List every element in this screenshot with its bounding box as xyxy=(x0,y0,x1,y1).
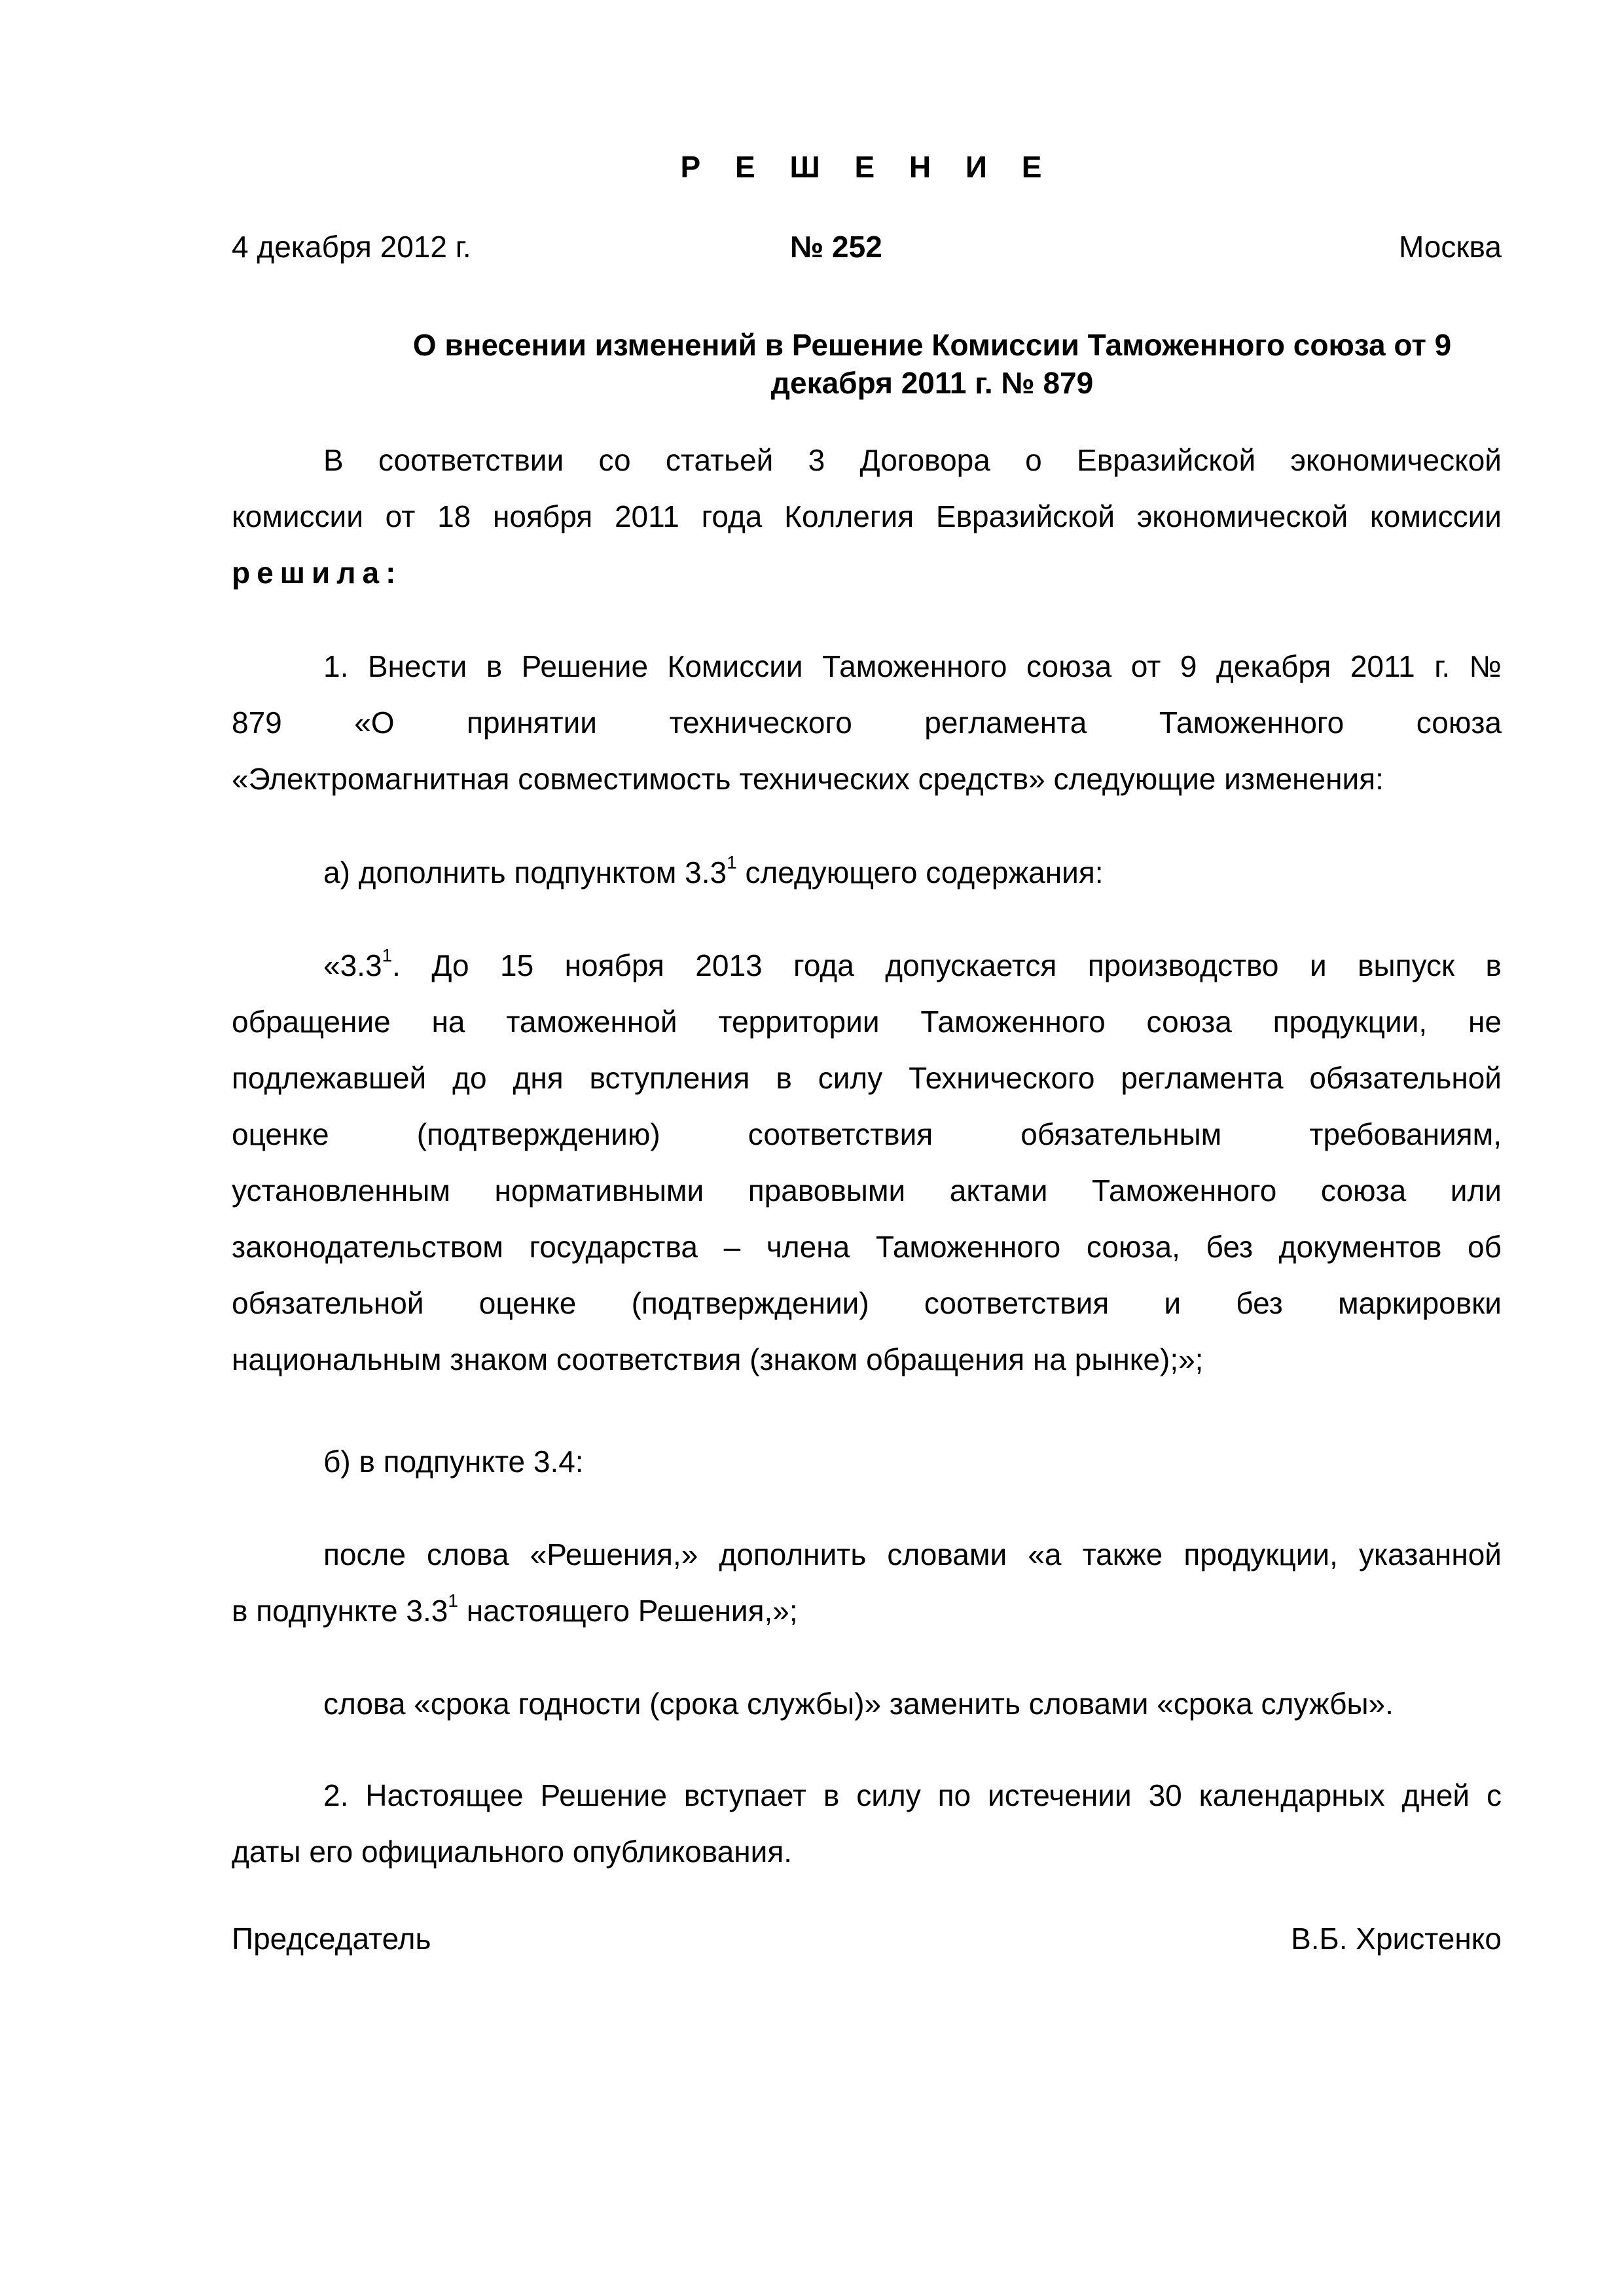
item-b1-paragraph xyxy=(232,1526,1502,1639)
quote-line-6: законодательством государства – члена Таможенного союза, без документов об xyxy=(232,1230,1502,1264)
signature-name: В.Б. Христенко xyxy=(1291,1922,1502,1956)
document-title: Р Е Ш Е Н И Е xyxy=(680,150,1055,184)
document-meta xyxy=(232,229,1502,268)
preamble-paragraph xyxy=(232,432,1502,601)
item-1-line-3: «Электромагнитная совместимость технических средств» следующие изменения: xyxy=(232,762,1384,796)
quote-line-8: национальным знаком соответствия (знаком обращения на рынке);»; xyxy=(232,1342,1204,1376)
quote-line-1-sup: 1 xyxy=(382,944,393,965)
preamble-line-1: В соответствии со статьей 3 Договора о Евразийской экономической xyxy=(323,443,1502,477)
item-b2-line: слова «срока годности (срока службы)» заменить словами «срока службы». xyxy=(323,1687,1394,1721)
quote-line-1 xyxy=(232,937,1502,994)
item-b2-paragraph xyxy=(232,1676,1502,1732)
quote-line-4: оценке (подтверждению) соответствия обязательным требованиям, xyxy=(232,1117,1502,1151)
item-b-line: б) в подпункте 3.4: xyxy=(323,1444,584,1479)
item-a-paragraph xyxy=(232,844,1502,901)
heading-line-1: О внесении изменений в Решение Комиссии Таможенного союза от 9 xyxy=(412,328,1452,362)
item-2-line-1: 2. Настоящее Решение вступает в силу по истечении 30 календарных дней с xyxy=(323,1778,1502,1812)
quote-line-1-post: . До 15 ноября 2013 года допускается производство и выпуск в xyxy=(392,948,1502,982)
document-number: № 252 xyxy=(790,230,882,264)
item-1-line-2: 879 «О принятии технического регламента Таможенного союза xyxy=(232,706,1502,740)
document-city: Москва xyxy=(1398,230,1502,264)
item-a-line xyxy=(232,844,1502,901)
item-b1-line-1: после слова «Решения,» дополнить словами «а также продукции, указанной xyxy=(323,1537,1502,1571)
item-b1-line-2 xyxy=(232,1583,1502,1639)
quote-line-3: подлежавшей до дня вступления в силу Технического регламента обязательной xyxy=(232,1061,1502,1095)
heading-line-2: декабря 2011 г. № 879 xyxy=(770,366,1094,400)
quote-line-2: обращение на таможенной территории Таможенного союза продукции, не xyxy=(232,1005,1502,1039)
item-b-paragraph xyxy=(232,1433,1502,1490)
document-heading xyxy=(232,326,1502,402)
signature-role: Председатель xyxy=(232,1922,431,1956)
item-2-paragraph xyxy=(232,1767,1502,1880)
document-date: 4 декабря 2012 г. xyxy=(232,230,471,264)
item-a-text: а) дополнить подпунктом 3.3 xyxy=(323,855,727,889)
item-1-paragraph xyxy=(232,638,1502,807)
preamble-resolved: решила: xyxy=(232,556,403,590)
item-b1-line-2-post: настоящего Решения,»; xyxy=(458,1594,798,1628)
item-1-line-1: 1. Внести в Решение Комиссии Таможенного союза от 9 декабря 2011 г. № xyxy=(323,649,1502,683)
item-2-line-2: даты его официального опубликования. xyxy=(232,1835,793,1869)
item-b1-line-2-pre: в подпункте 3.3 xyxy=(232,1594,448,1628)
quote-line-7: обязательной оценке (подтверждении) соответствия и без маркировки xyxy=(232,1286,1502,1320)
quote-line-5: установленным нормативными правовыми актами Таможенного союза или xyxy=(232,1174,1502,1208)
quote-paragraph xyxy=(232,937,1502,1388)
preamble-line-2: комиссии от 18 ноября 2011 года Коллегия Евразийской экономической комиссии xyxy=(232,499,1502,533)
item-b1-line-2-sup: 1 xyxy=(448,1590,458,1611)
item-a-sup: 1 xyxy=(727,852,737,872)
item-a-text-post: следующего содержания: xyxy=(736,855,1104,889)
quote-line-1-pre: «3.3 xyxy=(323,948,382,982)
